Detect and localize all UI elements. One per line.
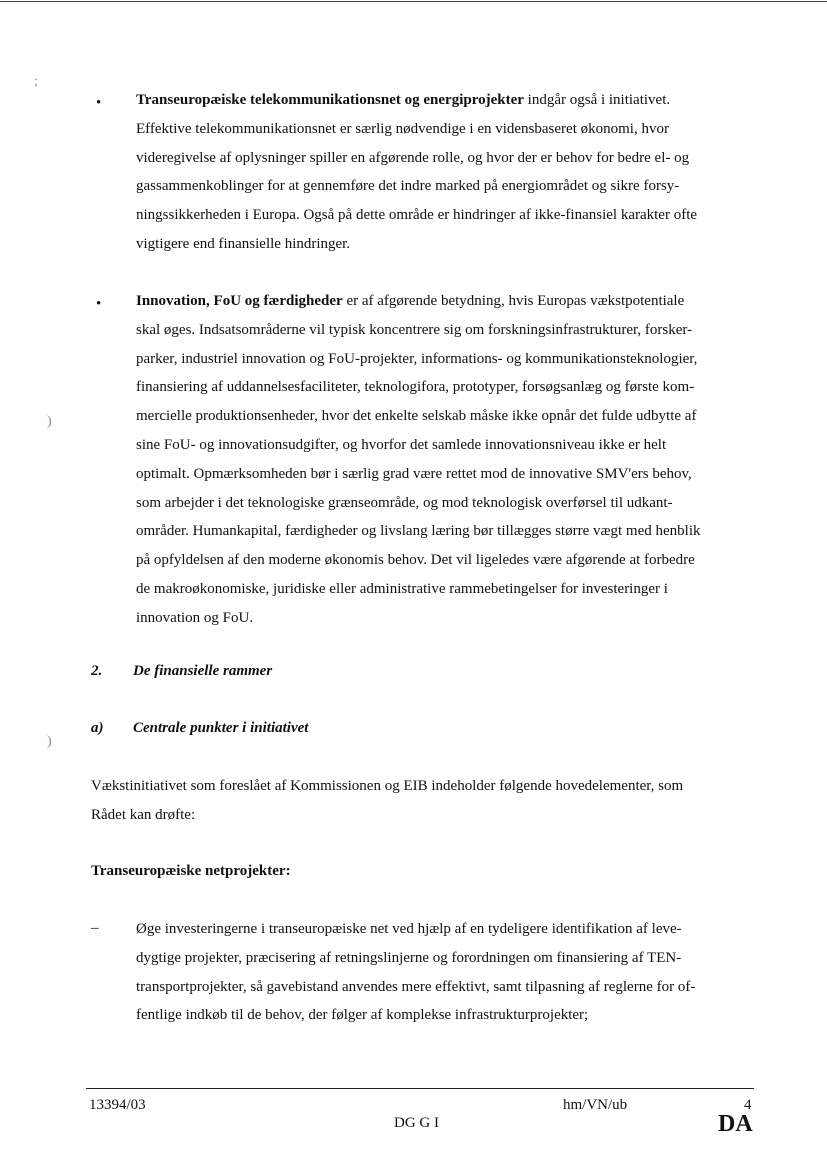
- subsection-number: a): [91, 720, 104, 736]
- footer-doc-number: 13394/03: [89, 1097, 146, 1113]
- paragraph-line: områder. Humankapital, færdigheder og livslang læring bør tillægges større vægt med henblik: [136, 523, 701, 540]
- scan-speck: ;: [34, 74, 38, 89]
- subheading-ten-projects: Transeuropæiske netprojekter:: [91, 863, 291, 879]
- paragraph-line: Vækstinitiativet som foreslået af Kommissionen og EIB indeholder følgende hovedelementer, som: [91, 778, 684, 794]
- footer-initials: hm/VN/ub: [563, 1097, 628, 1113]
- paragraph-line: de makroøkonomiske, juridiske eller administrative rammebetingelser for investeringer i: [136, 580, 668, 597]
- footer-page-number: 4: [744, 1097, 752, 1113]
- paragraph-line: videregivelse af oplysninger spiller en afgørende rolle, og hvor der er behov for bedre el- og: [136, 149, 690, 166]
- paragraph-line: ningssikkerheden i Europa. Også på dette område er hindringer af ikke-finansiel karakter ofte: [136, 207, 698, 224]
- paragraph-line: [136, 86, 756, 115]
- paragraph-line: fentlige indkøb til de behov, der følger af komplekse infrastrukturprojekter;: [136, 1007, 589, 1024]
- top-border-line: [0, 1, 827, 2]
- paragraph-line: finansiering af uddannelsesfaciliteter, teknologifora, prototyper, forsøgsanlæg og første kom-: [136, 379, 695, 396]
- paragraph-line: skal øges. Indsatsområderne vil typisk koncentrere sig om forskningsinfrastrukturer, forsker-: [136, 321, 693, 338]
- line-text: er af afgørende betydning, hvis Europas vækstpotentiale: [342, 293, 685, 309]
- footer-divider: [86, 1088, 754, 1089]
- paragraph-line: vigtigere end finansielle hindringer.: [136, 235, 351, 252]
- paragraph-line: transportprojekter, så gavebistand anvendes mere effektivt, samt tilpasning af reglerne for of-: [136, 978, 696, 995]
- dash-marker: –: [91, 920, 99, 936]
- paragraph-line: Rådet kan drøfte:: [91, 806, 196, 823]
- paragraph-line: sine FoU- og innovationsudgifter, og hvorfor det samlede innovationsniveau ikke er helt: [136, 436, 667, 453]
- section-number: 2.: [91, 663, 103, 679]
- paragraph-line: optimalt. Opmærksomheden bør i særlig grad være rettet mod de innovative SMV'ers behov,: [136, 465, 692, 482]
- paragraph-line: Effektive telekommunikationsnet er særlig nødvendige i en vidensbaseret økonomi, hvor: [136, 120, 669, 137]
- paragraph-line: [136, 287, 756, 316]
- subsection-title: Centrale punkter i initiativet: [133, 720, 309, 736]
- bullet-marker: •: [96, 95, 102, 111]
- section-title: De finansielle rammer: [133, 663, 273, 679]
- paragraph-line: dygtige projekter, præcisering af retningslinjerne og forordningen om finansiering af TEN-: [136, 949, 682, 966]
- paragraph-line: gassammenkoblinger for at gennemføre det indre marked på energiområdet og sikre forsy-: [136, 178, 680, 195]
- bold-lead: Innovation, FoU og færdigheder: [136, 293, 343, 309]
- bullet-paragraph-innovation: [136, 287, 756, 633]
- paragraph-line: innovation og FoU.: [136, 609, 254, 626]
- footer-dg: DG G I: [394, 1115, 439, 1131]
- bold-lead: Transeuropæiske telekommunikationsnet og energiprojekter: [136, 92, 524, 108]
- paragraph-line: parker, industriel innovation og FoU-projekter, informations- og kommunikationsteknologier,: [136, 350, 698, 367]
- line-text: indgår også i initiativet.: [523, 92, 671, 108]
- paragraph-line: mercielle produktionsenheder, hvor det enkelte selskab måske ikke opnår det fulde udbytte af: [136, 408, 697, 425]
- dash-paragraph: [136, 915, 756, 1030]
- scan-speck: ): [47, 734, 52, 749]
- footer-language-code: DA: [718, 1111, 753, 1137]
- bullet-paragraph-ten-energy: [136, 86, 756, 259]
- paragraph-line: som arbejder i det teknologiske grænseområde, og mod teknologisk overførsel til udkant-: [136, 494, 673, 511]
- scan-speck: ): [47, 414, 52, 429]
- paragraph-line: Øge investeringerne i transeuropæiske net ved hjælp af en tydeligere identifikation af leve-: [136, 921, 682, 937]
- paragraph-line: på opfyldelsen af den moderne økonomis behov. Det vil ligeledes være afgørende at forbedre: [136, 552, 695, 569]
- intro-paragraph: [91, 772, 761, 830]
- bullet-marker: •: [96, 296, 102, 312]
